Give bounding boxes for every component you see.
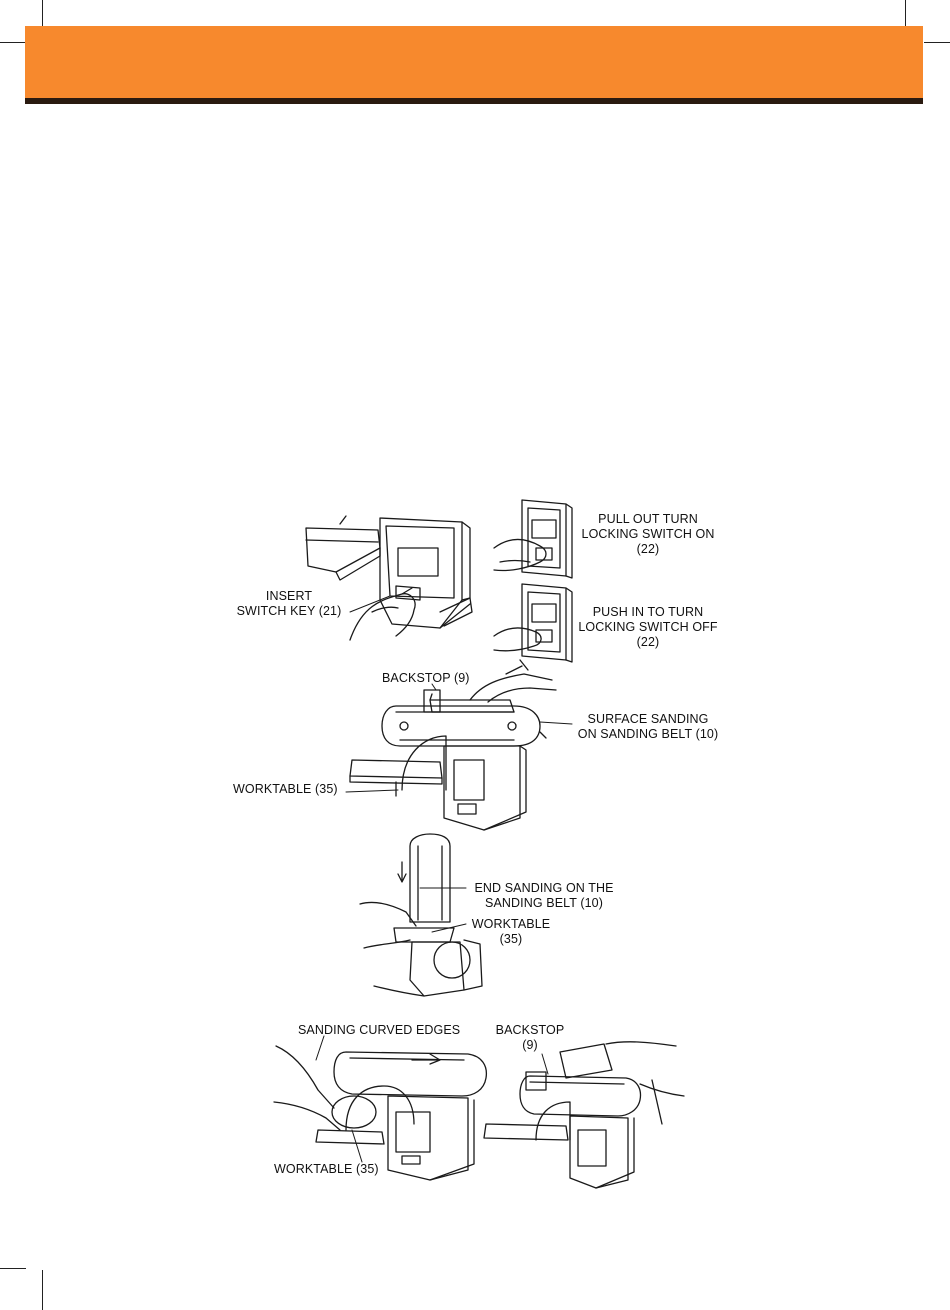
label-push-in: PUSH IN TO TURN LOCKING SWITCH OFF (22) bbox=[578, 605, 718, 649]
label-worktable-3: WORKTABLE (35) bbox=[274, 1162, 379, 1176]
label-insert-key: INSERT SWITCH KEY (21) bbox=[236, 589, 342, 618]
label-pull-out: PULL OUT TURN LOCKING SWITCH ON (22) bbox=[581, 512, 715, 556]
label-backstop-top: BACKSTOP (9) bbox=[382, 671, 470, 685]
label-curved-edges: SANDING CURVED EDGES bbox=[298, 1023, 461, 1037]
figure-insert-key bbox=[306, 516, 472, 640]
figure-end-sanding bbox=[360, 834, 482, 996]
figure-backstop bbox=[484, 1042, 684, 1188]
figure-pull-out bbox=[494, 500, 572, 578]
label-end-sanding: END SANDING ON THE SANDING BELT (10) bbox=[474, 881, 614, 910]
label-worktable-2: WORKTABLE (35) bbox=[471, 917, 551, 946]
figure-curved-edges bbox=[274, 1046, 486, 1180]
label-surface-sanding: SURFACE SANDING ON SANDING BELT (10) bbox=[577, 712, 719, 741]
figure-surface-sanding bbox=[350, 666, 556, 830]
label-backstop-bottom: BACKSTOP (9) bbox=[495, 1023, 565, 1052]
figure-push-in bbox=[494, 584, 572, 670]
label-worktable-1: WORKTABLE (35) bbox=[233, 782, 338, 796]
